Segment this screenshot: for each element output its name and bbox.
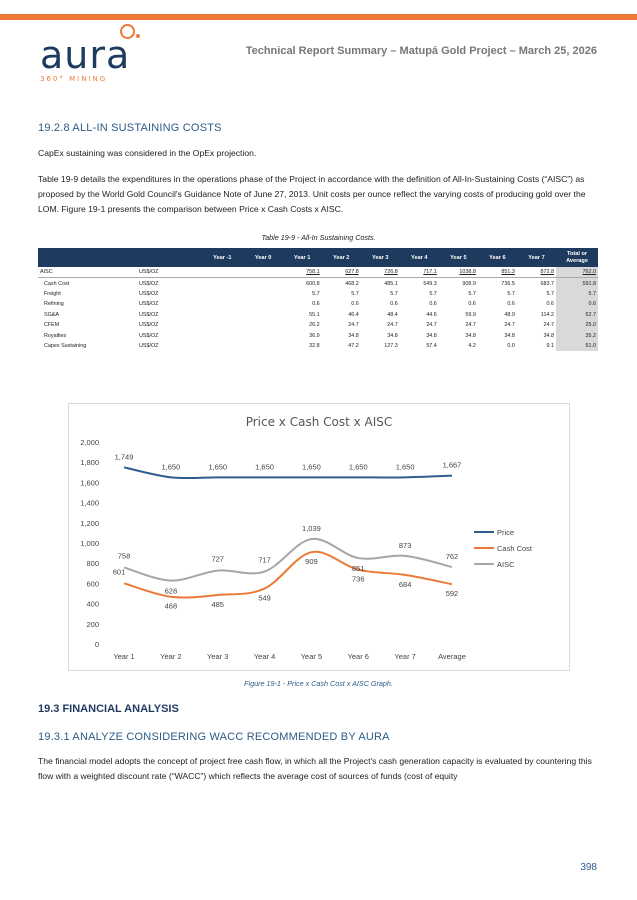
table-row	[38, 278, 598, 289]
table-row	[38, 341, 598, 351]
table-cell: 34.8	[465, 332, 476, 339]
y-tick-label: 0	[94, 640, 99, 649]
table-cell	[244, 267, 283, 278]
table-cell: 851.3	[478, 267, 517, 278]
table-cell: 44.6	[426, 311, 437, 318]
table-header-cell: Year -1	[201, 248, 244, 267]
table-cell: 0.6	[468, 301, 476, 308]
table-cell: 47.2	[348, 342, 359, 349]
table-row	[38, 299, 598, 309]
x-tick-label: Year 7	[394, 652, 416, 661]
table-cell: 600.8	[306, 280, 320, 287]
table-header-cell: Total or Average	[556, 248, 598, 267]
table-header-cell: Year 6	[478, 248, 517, 267]
data-label: 736	[352, 574, 365, 584]
table-cell	[244, 320, 283, 330]
report-header-title: Technical Report Summary – Matupá Gold Project – March 25, 2026	[245, 45, 597, 57]
data-label: 1,650	[302, 462, 321, 472]
table-cell: 55.1	[309, 311, 320, 318]
x-tick-label: Year 1	[113, 652, 135, 661]
table-cell: 24.7	[426, 322, 437, 329]
paragraph-financial-model: The financial model adopts the concept of project free cash flow, in which all the Project's cash generation capacity is evaluated by countering this flow with a weighted discount rate (“WACC”) which reflects the average cost of sources of funds (cost of equity	[38, 756, 592, 781]
table-body	[38, 267, 598, 351]
table-cell: 717.1	[400, 267, 439, 278]
table-cell: 726.8	[361, 267, 400, 278]
data-label: 1,650	[348, 462, 368, 472]
table-cell	[201, 267, 244, 278]
table-header-cell: Year 5	[439, 248, 478, 267]
table-cell: 5.7	[312, 290, 320, 297]
chart-frame	[68, 403, 570, 671]
row-unit: US$/OZ	[139, 322, 159, 329]
table-header-cell	[137, 248, 201, 267]
table-cell: 114.2	[540, 311, 554, 318]
row-label: Capex Sustaining	[44, 342, 87, 349]
table-cell: 34.8	[348, 332, 359, 339]
table-cell: 0.6	[312, 301, 320, 308]
legend-label: Price	[497, 528, 515, 537]
data-label: 684	[398, 579, 412, 589]
table-cell: 5.7	[546, 290, 554, 297]
data-label: 873	[398, 540, 412, 550]
x-tick-label: Year 5	[300, 652, 323, 661]
data-label: 1,667	[442, 460, 462, 470]
table-cell	[201, 320, 244, 330]
data-label: 468	[164, 601, 178, 611]
data-label: 601	[112, 567, 126, 577]
table-cell: 24.7	[387, 322, 398, 329]
table-cell: 485.1	[384, 280, 398, 287]
table-cell: 0.0	[507, 342, 515, 349]
table-cell	[201, 299, 244, 309]
y-tick-label: 1,200	[80, 518, 99, 528]
table-cell: 59.9	[465, 311, 476, 318]
data-label: 1,650	[161, 462, 181, 472]
table-cell: 5.7	[390, 290, 398, 297]
legend-label: AISC	[497, 560, 515, 569]
header-accent-bar	[0, 14, 637, 20]
table-cell: 24.7	[465, 322, 476, 329]
table-cell: 46.4	[348, 311, 359, 318]
row-unit: US$/OZ	[139, 290, 159, 297]
data-label: 1,749	[114, 452, 134, 462]
row-unit: US$/OZ	[139, 301, 159, 308]
y-tick-label: 1,400	[80, 498, 99, 508]
table-cell: 24.7	[504, 322, 515, 329]
data-label: 485	[211, 600, 224, 610]
table-cell: 25.0	[556, 320, 598, 330]
table-cell: 51.0	[556, 341, 598, 351]
section-heading-19-2-8: 19.2.8 ALL-IN SUSTAINING COSTS	[38, 122, 222, 134]
table-cell	[201, 289, 244, 299]
table-cell: 35.2	[556, 330, 598, 340]
table-cell	[201, 330, 244, 340]
x-tick-label: Year 6	[347, 652, 369, 661]
y-tick-label: 400	[86, 599, 99, 609]
row-label: Freight	[44, 290, 61, 297]
y-tick-label: 800	[86, 559, 99, 569]
table-cell: 0.6	[546, 301, 554, 308]
table-cell: 758.1	[283, 267, 322, 278]
table-header-cell: Year 1	[283, 248, 322, 267]
logo-tagline: 360° MINING	[40, 75, 108, 83]
data-label: 1,650	[255, 462, 274, 472]
row-label: AISC	[38, 267, 137, 278]
table-header-cell	[38, 248, 137, 267]
table-cell: 0.6	[351, 301, 359, 308]
table-cell: 591.8	[556, 278, 598, 289]
table-cell	[244, 341, 283, 351]
data-label: 549	[258, 593, 271, 603]
table-cell: 48.9	[504, 311, 515, 318]
table-cell: 468.2	[345, 280, 359, 287]
aura-logo	[40, 33, 131, 83]
table-cell	[244, 299, 283, 309]
table-cell: 5.7	[468, 290, 476, 297]
x-tick-label: Average	[438, 652, 466, 661]
table-row	[38, 289, 598, 299]
table-header-cell: Year 2	[322, 248, 361, 267]
legend-label: Cash Cost	[497, 544, 533, 553]
table-row	[38, 267, 598, 278]
table-cell: 5.7	[429, 290, 437, 297]
table-cell	[201, 310, 244, 320]
table-header-cell: Year 7	[517, 248, 556, 267]
table-caption: Table 19-9 - All-In Sustaining Costs.	[261, 233, 376, 242]
data-label: 762	[445, 552, 459, 562]
table-cell: 24.7	[348, 322, 359, 329]
data-label: 1,039	[302, 524, 321, 534]
table-row	[38, 330, 598, 340]
y-tick-label: 1,000	[80, 539, 99, 548]
row-label: Cash Cost	[44, 280, 70, 287]
y-tick-label: 1,600	[80, 478, 99, 488]
table-cell: 32.8	[309, 342, 320, 349]
y-tick-label: 1,800	[80, 458, 99, 468]
table-cell: 5.7	[351, 290, 359, 297]
paragraph-aisc-description: Table 19-9 details the expenditures in the operations phase of the Project in accordance with the definition of All-In-Sustaining Costs (“AISC”) as proposed by the World Gold Council's Guidance Note of June 27, 2013. Unit costs per ounce reflect the varying costs of producing gold over the LOM. Figure 19-1 presents the comparison between Price x Cash Costs x AISC.	[38, 174, 586, 214]
table-cell: 34.8	[426, 332, 437, 339]
data-label: 717	[258, 555, 271, 565]
x-tick-label: Year 3	[207, 652, 229, 661]
y-tick-label: 2,000	[80, 438, 99, 447]
x-tick-label: Year 2	[160, 652, 182, 661]
data-label: 727	[211, 554, 224, 564]
table-cell: 1038.8	[439, 267, 478, 278]
data-label: 592	[445, 589, 459, 599]
table-cell: 26.2	[309, 322, 320, 329]
table-cell: 24.7	[543, 322, 554, 329]
figure-caption: Figure 19-1 - Price x Cash Cost x AISC Graph.	[244, 679, 393, 688]
table-cell: 683.7	[540, 280, 554, 287]
x-tick-label: Year 4	[253, 652, 276, 661]
section-heading-19-3: 19.3 FINANCIAL ANALYSIS	[38, 703, 179, 715]
row-label: Royalties	[44, 332, 67, 339]
table-cell: 57.4	[426, 342, 437, 349]
table-cell: 0.6	[390, 301, 398, 308]
logo-ring-icon	[120, 24, 135, 39]
table-cell: 0.6	[556, 299, 598, 309]
logo-dot-icon	[136, 34, 140, 38]
row-unit: US$/OZ	[137, 267, 201, 278]
table-header-cell: Year 3	[361, 248, 400, 267]
table-cell: 908.9	[462, 280, 476, 287]
paragraph-capex: CapEx sustaining was considered in the OpEx projection.	[38, 148, 257, 158]
table-cell	[244, 278, 283, 289]
table-cell: 9.1	[546, 342, 554, 349]
table-cell: 48.4	[387, 311, 398, 318]
y-tick-label: 600	[86, 579, 99, 589]
table-row	[38, 310, 598, 320]
table-cell: 627.8	[322, 267, 361, 278]
row-label: Refining	[44, 301, 64, 308]
row-unit: US$/OZ	[139, 332, 159, 339]
table-cell	[244, 289, 283, 299]
row-label: CFEM	[44, 322, 60, 329]
table-cell: 34.8	[387, 332, 398, 339]
table-cell	[244, 330, 283, 340]
row-unit: US$/OZ	[139, 342, 159, 349]
row-unit: US$/OZ	[139, 311, 159, 318]
table-cell	[201, 278, 244, 289]
table-cell: 736.5	[501, 280, 515, 287]
y-tick-label: 200	[86, 619, 99, 629]
data-label: 758	[117, 551, 131, 561]
table-cell: 127.3	[384, 342, 398, 349]
data-label: 909	[305, 557, 318, 567]
section-heading-19-3-1: 19.3.1 ANALYZE CONSIDERING WACC RECOMMENDED BY AURA	[38, 731, 390, 743]
table-header-cell: Year 4	[400, 248, 439, 267]
table-cell: 0.6	[429, 301, 437, 308]
table-cell: 34.8	[504, 332, 515, 339]
table-cell: 52.7	[556, 310, 598, 320]
table-cell: 34.8	[543, 332, 554, 339]
table-cell: 5.7	[507, 290, 515, 297]
data-label: 1,650	[208, 462, 228, 472]
table-header-cell: Year 0	[244, 248, 283, 267]
table-cell: 5.7	[556, 289, 598, 299]
row-label: SG&A	[44, 311, 59, 318]
table-header-row	[38, 248, 598, 267]
table-cell: 872.8	[517, 267, 556, 278]
table-cell: 36.9	[309, 332, 320, 339]
page-number: 398	[580, 862, 597, 873]
logo-wordmark: aura	[40, 33, 131, 77]
table-cell: 0.6	[507, 301, 515, 308]
table-cell: 4.2	[468, 342, 476, 349]
data-label: 851	[352, 564, 365, 574]
aisc-table	[38, 248, 598, 351]
data-label: 1,650	[395, 462, 415, 472]
row-unit: US$/OZ	[139, 280, 159, 287]
data-label: 628	[164, 586, 178, 596]
table-cell: 549.3	[423, 280, 437, 287]
table-cell: 762.0	[556, 267, 598, 278]
table-cell	[201, 341, 244, 351]
table-row	[38, 320, 598, 330]
table-cell	[244, 310, 283, 320]
chart-title: Price x Cash Cost x AISC	[245, 415, 393, 429]
price-cashcost-aisc-chart	[69, 404, 569, 670]
